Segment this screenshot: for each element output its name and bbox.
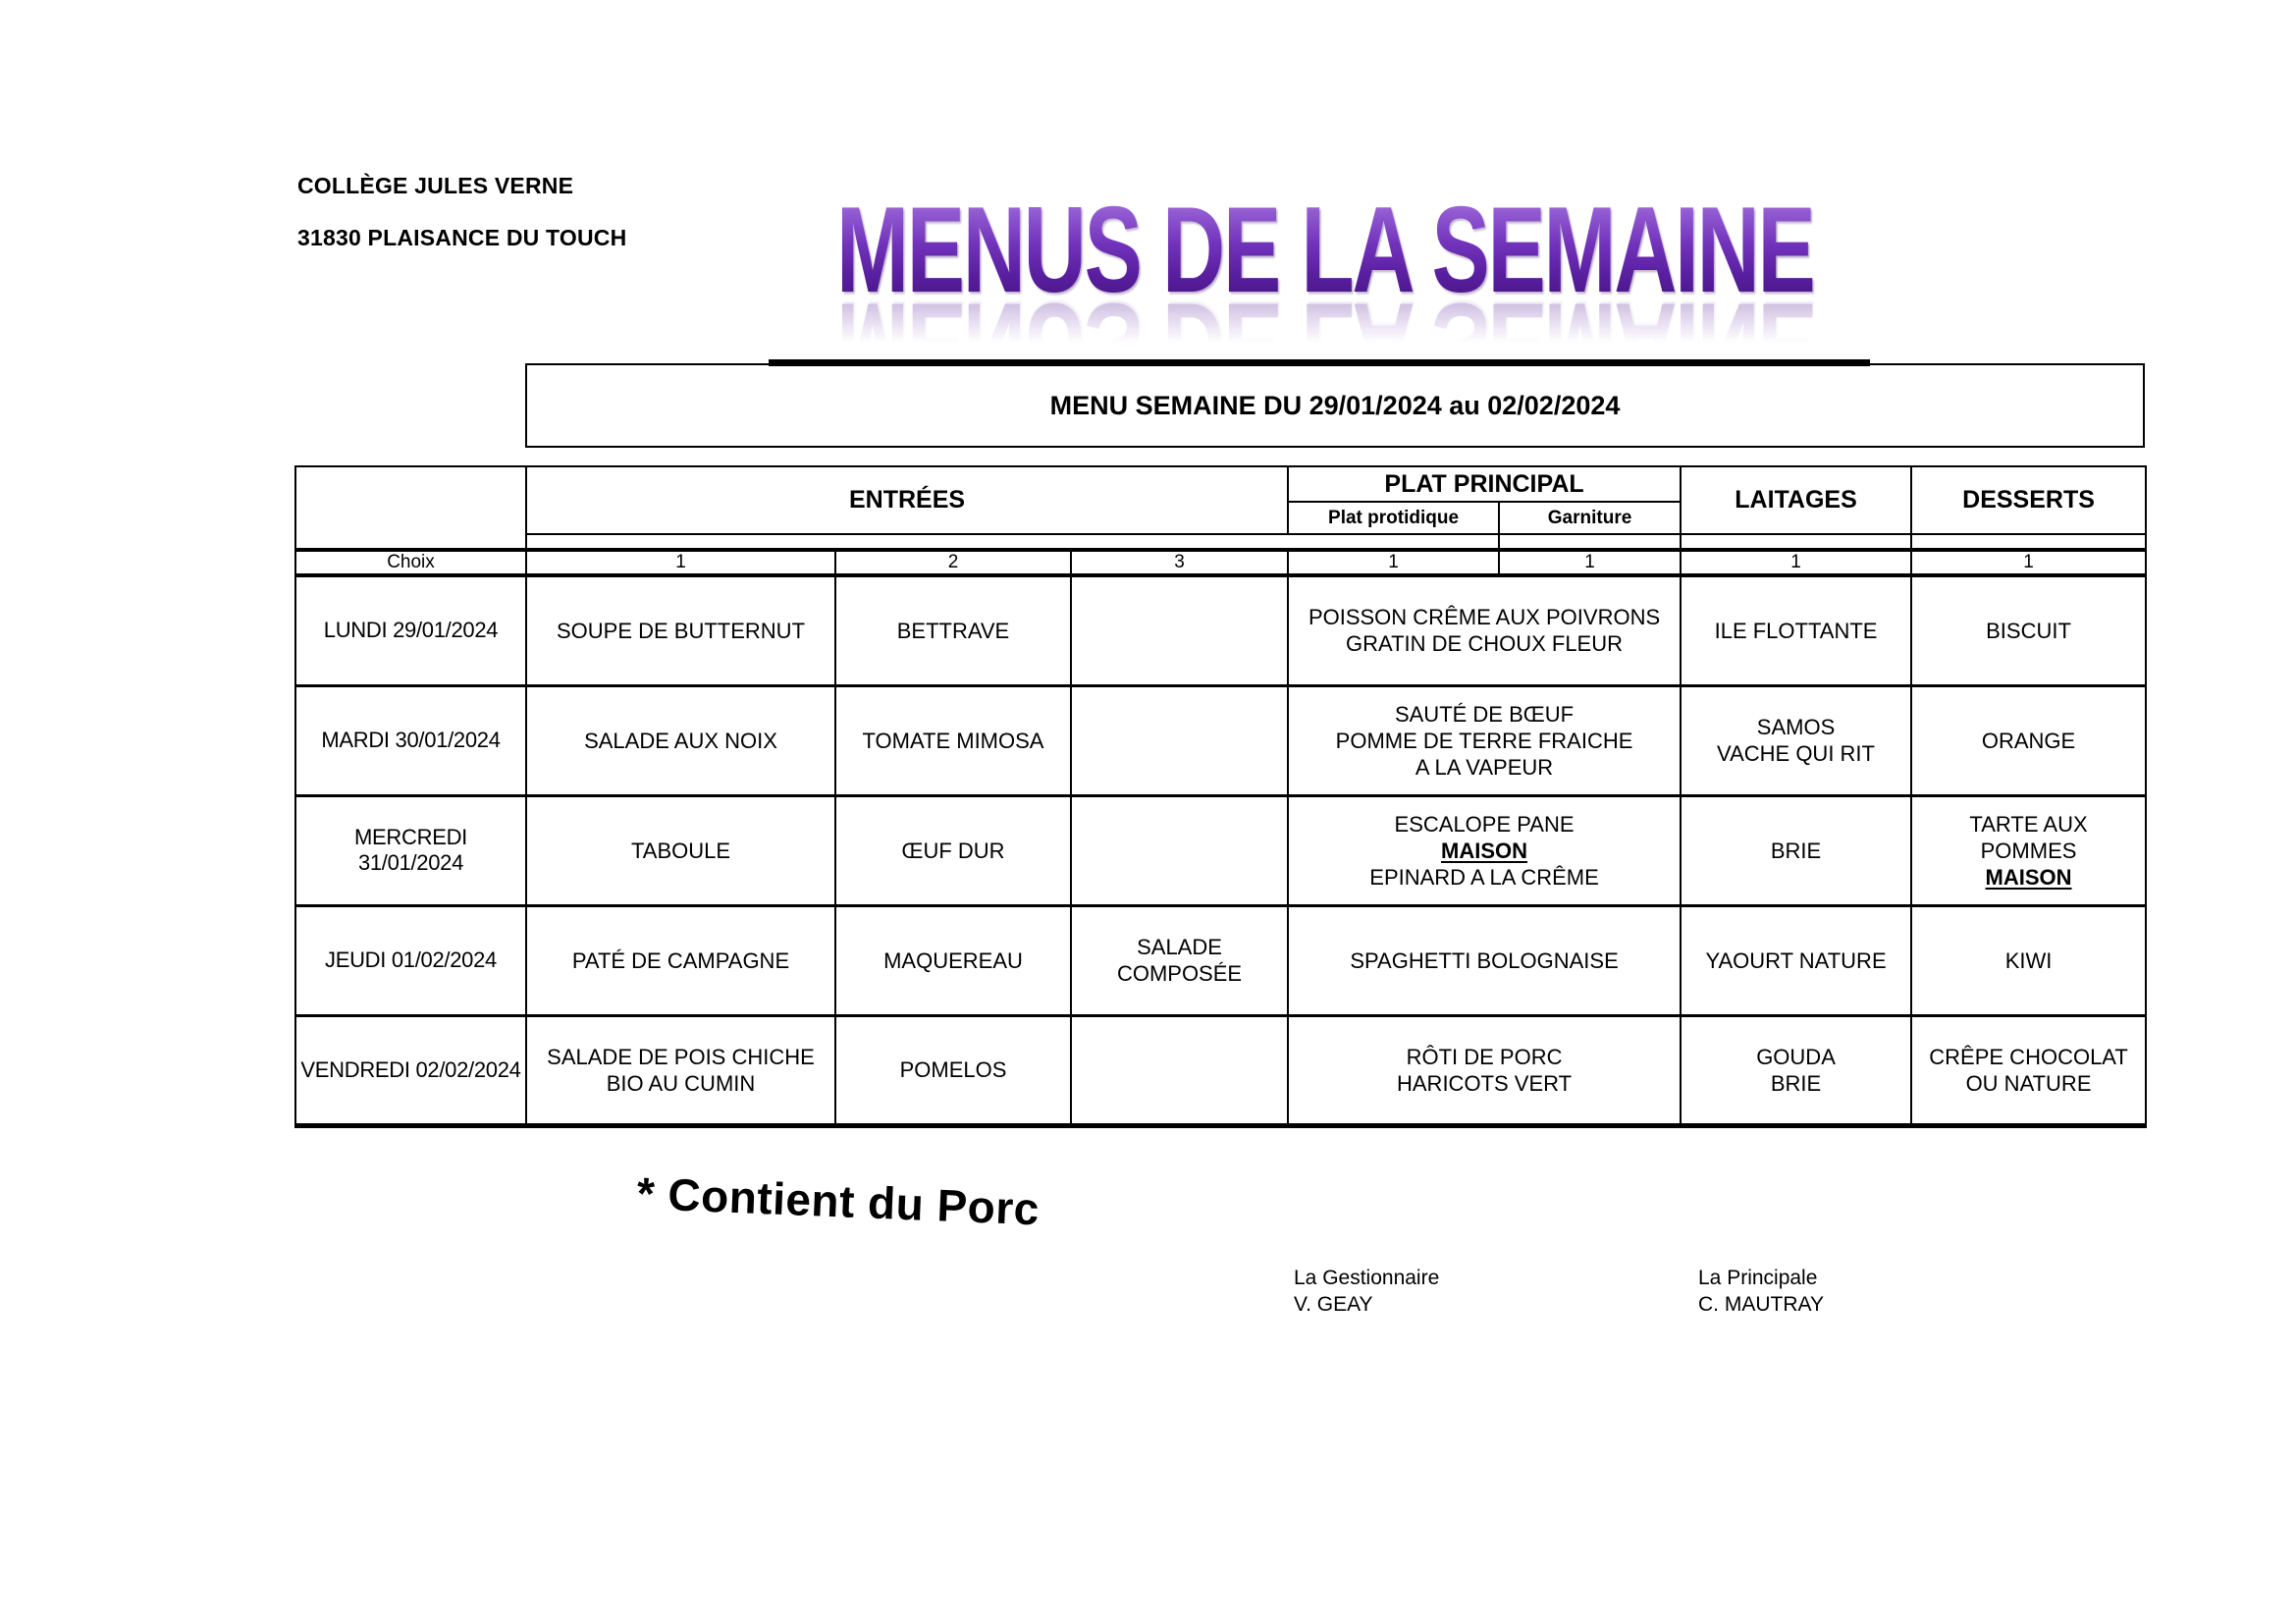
entree2-cell	[835, 575, 1071, 685]
entree1-cell	[526, 795, 835, 905]
choix-count-cell: 1	[1288, 550, 1499, 575]
menu-item-line: BIO AU CUMIN	[606, 1070, 756, 1096]
school-address: 31830 PLAISANCE DU TOUCH	[297, 225, 627, 250]
plat-principal-cell	[1288, 795, 1681, 905]
menu-item-line: SAMOS	[1756, 715, 1836, 739]
signature-role: La Gestionnaire	[1294, 1267, 1440, 1289]
choix-count-cell: 1	[1499, 550, 1681, 575]
laitage-cell	[1681, 1015, 1911, 1125]
menu-item-line: PATÉ DE CAMPAGNE	[571, 947, 790, 973]
menu-item-line: MAQUEREAU	[883, 947, 1023, 973]
dessert-cell	[1911, 685, 2146, 795]
choix-count-cell: 1	[526, 550, 835, 575]
menu-item-line: CRÊPE CHOCOLAT	[1929, 1044, 2128, 1069]
menu-item-line: YAOURT NATURE	[1705, 947, 1887, 973]
table-row-jeudi	[295, 905, 2146, 1015]
day-label: MERCREDI 31/01/2024	[295, 795, 526, 905]
laitage-cell	[1681, 795, 1911, 905]
col-header-desserts: DESSERTS	[1911, 466, 2146, 534]
dessert-cell	[1911, 905, 2146, 1015]
menu-table	[294, 465, 2147, 1128]
laitage-cell	[1681, 905, 1911, 1015]
choix-row	[295, 550, 2146, 575]
entree3-cell	[1071, 1015, 1288, 1125]
entree1-cell	[526, 685, 835, 795]
col-header-plat-protidique: Plat protidique	[1288, 502, 1499, 534]
menu-item-line: BISCUIT	[1986, 618, 2071, 643]
menu-item-line: GOUDA	[1756, 1044, 1836, 1069]
day-label: MARDI 30/01/2024	[295, 685, 526, 795]
dessert-cell	[1911, 575, 2146, 685]
signature-role: La Principale	[1698, 1267, 1818, 1289]
menu-item-line: POISSON CRÊME AUX POIVRONS	[1308, 605, 1661, 630]
menu-item-line: SALADE AUX NOIX	[584, 728, 777, 753]
dessert-cell	[1911, 1015, 2146, 1125]
entree3-cell	[1071, 905, 1288, 1015]
menu-item-line: ŒUF DUR	[901, 838, 1005, 863]
day-label: LUNDI 29/01/2024	[295, 575, 526, 685]
table-row-vendredi	[295, 1015, 2146, 1125]
entree3-cell	[1071, 795, 1288, 905]
plat-principal-cell	[1288, 575, 1681, 685]
menu-item-line: COMPOSÉE	[1116, 961, 1243, 986]
menu-item-line: POMMES	[1980, 838, 2077, 863]
signature-name: V. GEAY	[1294, 1293, 1373, 1316]
menu-item-line: SALADE DE POIS CHICHE	[547, 1044, 815, 1069]
entree3-cell	[1071, 575, 1288, 685]
menu-item-line: SOUPE DE BUTTERNUT	[556, 618, 806, 643]
header-row-1	[295, 466, 2146, 502]
plat-principal-cell	[1288, 1015, 1681, 1125]
menu-item-line: TOMATE MIMOSA	[862, 728, 1044, 753]
choix-count-cell: 3	[1071, 550, 1288, 575]
spacer-cell	[1499, 534, 1681, 550]
spacer-row	[295, 534, 2146, 550]
menu-item-line: TABOULE	[630, 838, 731, 863]
menu-item-line: OU NATURE	[1965, 1070, 2092, 1096]
day-label: VENDREDI 02/02/2024	[295, 1015, 526, 1125]
pork-notice: * Contient du Porc	[635, 1166, 1041, 1235]
col-header-laitages: LAITAGES	[1681, 466, 1911, 534]
menu-item-line: GRATIN DE CHOUX FLEUR	[1346, 631, 1623, 657]
menu-item-line-maison: MAISON	[1441, 838, 1528, 863]
menu-item-line: HARICOTS VERT	[1397, 1070, 1573, 1096]
menu-item-line: TARTE AUX	[1969, 811, 2088, 837]
menu-item-line: BETTRAVE	[896, 618, 1010, 643]
menu-item-line: ILE FLOTTANTE	[1714, 618, 1878, 643]
choix-count-cell: 1	[1911, 550, 2146, 575]
table-row-mercredi	[295, 795, 2146, 905]
menu-item-line: SAUTÉ DE BŒUF	[1394, 701, 1575, 727]
choix-label-cell: Choix	[295, 550, 526, 575]
laitage-cell	[1681, 575, 1911, 685]
day-label: JEUDI 01/02/2024	[295, 905, 526, 1015]
menu-item-line: POMELOS	[899, 1057, 1007, 1082]
choix-count-cell: 2	[835, 550, 1071, 575]
page-title: MENUS DE LA SEMAINE	[836, 181, 1814, 319]
dessert-cell	[1911, 795, 2146, 905]
table-row-lundi	[295, 575, 2146, 685]
menu-item-line: ORANGE	[1981, 728, 2076, 753]
choix-count-cell: 1	[1681, 550, 1911, 575]
entree2-cell	[835, 905, 1071, 1015]
menu-item-line: A LA VAPEUR	[1415, 754, 1554, 780]
menu-item-line: BRIE	[1770, 1070, 1822, 1096]
menu-item-line: EPINARD A LA CRÊME	[1369, 864, 1599, 890]
col-header-garniture: Garniture	[1499, 502, 1681, 534]
spacer-cell	[1681, 534, 1911, 550]
plat-principal-cell	[1288, 685, 1681, 795]
week-banner-text: MENU SEMAINE DU 29/01/2024 au 02/02/2024	[1049, 390, 1621, 420]
menu-item-line-maison: MAISON	[1985, 864, 2072, 890]
laitage-cell	[1681, 685, 1911, 795]
signature-gestionnaire	[1294, 1265, 1439, 1318]
entree1-cell	[526, 905, 835, 1015]
col-header-plat-principal: PLAT PRINCIPAL	[1288, 466, 1681, 502]
menu-item-line: BRIE	[1770, 838, 1822, 863]
entree3-cell	[1071, 685, 1288, 795]
table-row-mardi	[295, 685, 2146, 795]
school-name: COLLÈGE JULES VERNE	[297, 173, 574, 198]
spacer-cell	[1911, 534, 2146, 550]
signature-principale	[1698, 1265, 1824, 1318]
col-header-entrees: ENTRÉES	[526, 466, 1288, 534]
menu-item-line: SALADE	[1137, 935, 1222, 959]
menu-item-line: RÔTI DE PORC	[1406, 1044, 1563, 1069]
spacer-cell	[526, 534, 1499, 550]
entree2-cell	[835, 795, 1071, 905]
entree2-cell	[835, 685, 1071, 795]
entree1-cell	[526, 1015, 835, 1125]
entree1-cell	[526, 575, 835, 685]
page-title-wrap	[836, 181, 2157, 319]
week-banner	[525, 363, 2145, 448]
menu-item-line: KIWI	[2004, 947, 2053, 973]
signature-name: C. MAUTRAY	[1698, 1293, 1824, 1316]
entree2-cell	[835, 1015, 1071, 1125]
menu-item-line: VACHE QUI RIT	[1717, 741, 1875, 766]
menu-item-line: SPAGHETTI BOLOGNAISE	[1350, 947, 1619, 973]
menu-item-line: ESCALOPE PANE	[1394, 811, 1575, 837]
header-left-spacer	[295, 466, 526, 550]
menu-item-line: POMME DE TERRE FRAICHE	[1335, 728, 1633, 753]
plat-principal-cell	[1288, 905, 1681, 1015]
